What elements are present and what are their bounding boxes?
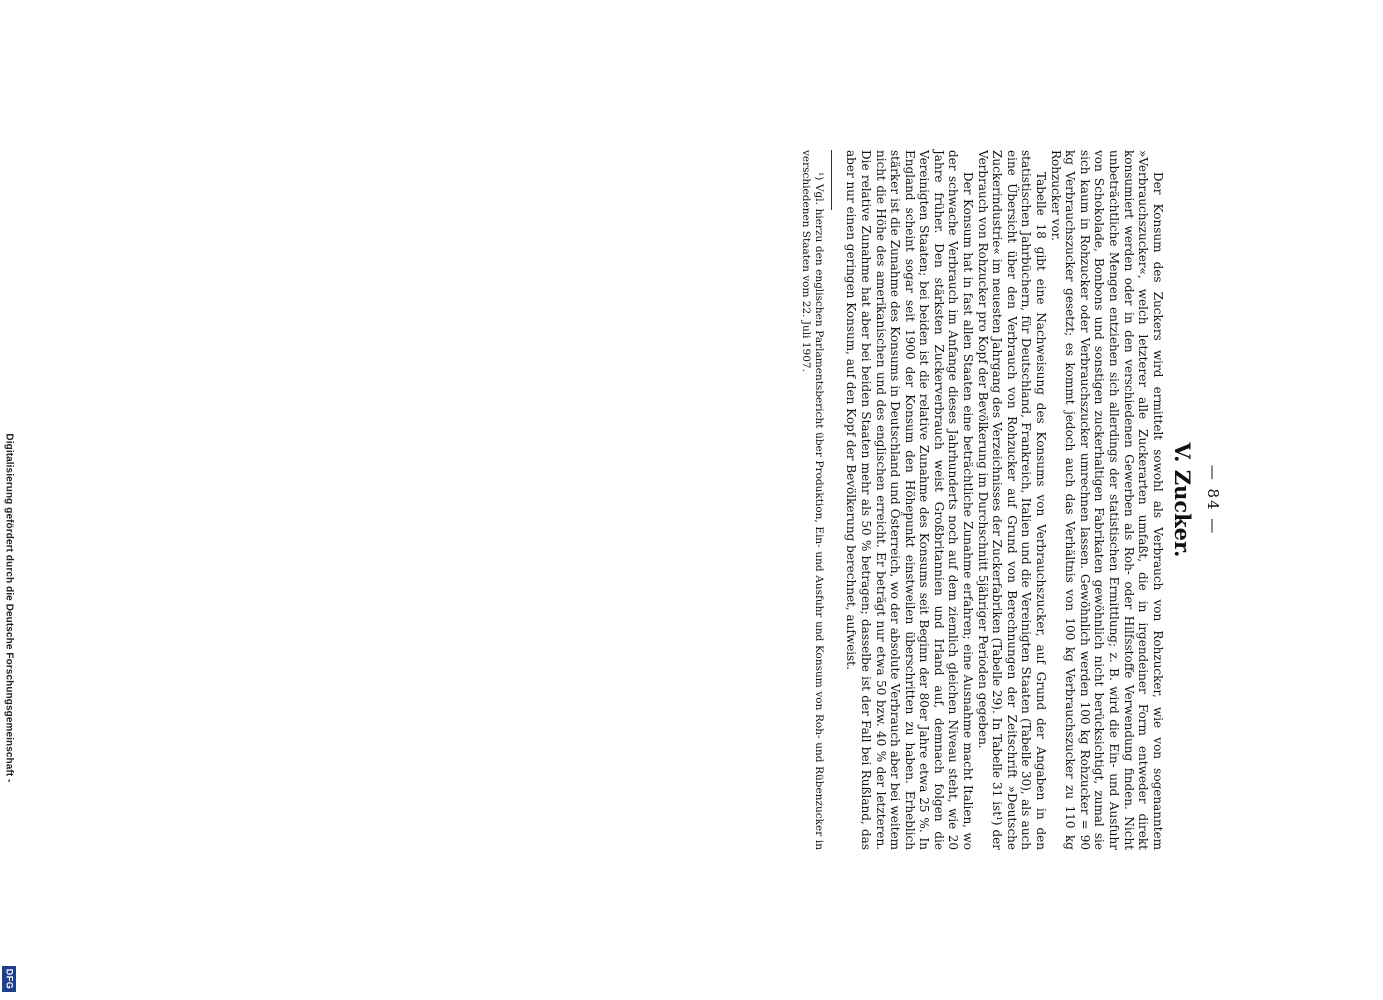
credit-text: Digitalisierung gefördert durch die Deutsche Forschungsgemeinschaft - (3, 433, 15, 783)
scanned-page-area (600, 140, 1240, 860)
paragraph-3: Der Konsum hat in fast allen Staaten eine beträchtliche Zunahme erfahren; eine Ausnahme macht Italien, wo der schwache Verbrauch im Anfange dieses Jahrhunderts noch auf dem ziemlich gleichen Niveau steht, wie 20 Jahre früher. Den stärksten Zuckerverbrauch weist Großbritannien und Irland auf, demnach folgen die Vereinigten Staaten; bei beiden ist die relative Zunahme des Konsums seit Beginn der 80er Jahre etwa 25 %. In England scheint sogar seit 1900 der Konsum den Höhepunkt einstweilen überschritten zu haben. Erheblich stärker ist die Zunahme des Konsums in Deutschland und Österreich, wo der absolute Verbrauch aber bei weitem nicht die Höhe des amerikanischen und des englischen erreicht. Er beträgt nur etwa 50 bzw. 40 % der letzteren. Die relative Zunahme hat aber bei beiden Staaten mehr als 50 % betragen; dasselbe ist der Fall bei Rußland, das aber nur einen geringen Konsum, auf den Kopf der Bevölkerung berechnet, aufweist. (844, 150, 976, 850)
paragraph-2: Tabelle 18 gibt eine Nachweisung des Konsums von Verbrauchszucker, auf Grund der Angaben in den statistischen Jahrbüchern, für Deutschland, Frankreich, Italien und die Vereinigten Staaten (Tabelle 30), als auch eine Übersicht über den Verbrauch von Rohzucker auf Grund von Berechnungen der Zeitschrift »Deutsche Zuckerindustrie« im neuesten Jahrgang des Verzeichnisses der Zuckerfabriken (Tabelle 29). In Tabelle 31 ist¹) der Verbrauch von Rohzucker pro Kopf der Bevölkerung im Durchschnitt 5jähriger Perioden gegeben. (975, 150, 1049, 850)
page-number: — 84 — (1204, 464, 1222, 536)
footnote: ¹) Vgl. hierzu den englischen Parlamentsbericht über Produktion, Ein- und Ausfuhr und Konsum von Roh- und Rübenzucker in verschiedenen Staaten vom 22. Juli 1907. (799, 150, 825, 850)
dfg-logo (2, 966, 16, 992)
chapter-title: V. Zucker. (1170, 442, 1196, 558)
footnote-divider (831, 150, 832, 210)
paragraph-1: Der Konsum des Zuckers wird ermittelt sowohl als Verbrauch von Rohzucker, wie von sogenanntem »Verbrauchszucker«, welch letzterer alle Zuckerarten umfaßt, die in irgendeiner Form entweder direkt konsumiert werden oder in den verschiedenen Gewerben als Roh- oder Hilfsstoffe Verwendung finden. Nicht unbeträchtliche Mengen entziehen sich allerdings der statistischen Ermittlung; z. B. wird die Ein- und Ausfuhr von Schokolade, Bonbons und sonstigen zuckerhaltigen Fabrikaten gewöhnlich nicht berücksichtigt, zumal sie sich kaum in Rohzucker oder Verbrauchszucker umrechnen lassen. Gewöhnlich werden 100 kg Rohzucker = 90 kg Verbrauchszucker gesetzt; es kommt jedoch auch das Verhältnis von 100 kg Verbrauchszucker zu 110 kg Rohzucker vor. (1048, 150, 1165, 850)
dfg-logo-label: DFG (4, 968, 14, 990)
digitization-credit (0, 0, 18, 1000)
book-page (620, 150, 1220, 850)
